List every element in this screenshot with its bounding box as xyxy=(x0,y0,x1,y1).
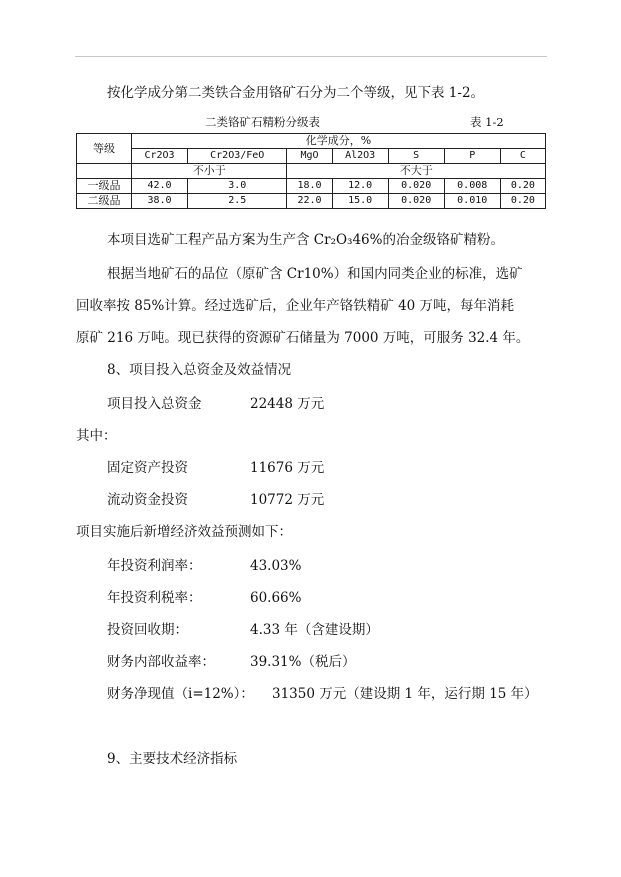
fixed-label: 固定资产投资 xyxy=(107,460,188,476)
col-ratio: Cr2O3/FeO xyxy=(188,149,287,164)
col-al2o3: Al2O3 xyxy=(332,149,388,164)
cell: 18.0 xyxy=(287,179,332,194)
cell: 0.010 xyxy=(444,194,500,209)
intro-text: 按化学成分第二类铁合金用铬矿石分为二个等级，见下表 1-2。 xyxy=(107,85,485,101)
not-less-label: 不小于 xyxy=(132,164,287,179)
working-label: 流动资金投资 xyxy=(107,492,188,508)
tax-value: 60.66% xyxy=(250,590,302,606)
row-label: 二级品 xyxy=(77,194,132,209)
header-rule xyxy=(75,56,547,57)
cell: 42.0 xyxy=(132,179,188,194)
header-chem: 化学成分，% xyxy=(132,134,546,149)
col-mgo: MgO xyxy=(287,149,332,164)
irr-value: 39.31%（税后） xyxy=(250,654,356,670)
col-p: P xyxy=(444,149,500,164)
header-grade: 等级 xyxy=(77,134,132,164)
cell: 0.20 xyxy=(500,179,545,194)
cell: 12.0 xyxy=(332,179,388,194)
profit-value: 43.03% xyxy=(250,558,302,574)
cell: 0.008 xyxy=(444,179,500,194)
paragraph-line: 原矿 216 万吨。现已获得的资源矿石储量为 7000 万吨，可服务 32.4 年。 xyxy=(76,330,530,346)
blank-cell xyxy=(77,164,132,179)
col-c: C xyxy=(500,149,545,164)
cell: 0.020 xyxy=(388,194,444,209)
table-title: 二类铬矿石精粉分级表 xyxy=(205,115,320,129)
table-number: 表 1-2 xyxy=(470,115,504,129)
table-row xyxy=(77,194,546,209)
section-9-heading: 9、主要技术经济指标 xyxy=(107,751,238,767)
table-row xyxy=(77,179,546,194)
product-paragraph: 本项目选矿工程产品方案为生产含 Cr₂O₃46%的冶金级铬矿精粉。 xyxy=(107,232,504,248)
not-more-label: 不大于 xyxy=(287,164,546,179)
among-label: 其中： xyxy=(76,428,117,444)
col-s: S xyxy=(388,149,444,164)
cell: 15.0 xyxy=(332,194,388,209)
col-cr2o3: Cr2O3 xyxy=(132,149,188,164)
forecast-heading: 项目实施后新增经济效益预测如下： xyxy=(76,524,292,540)
grade-table xyxy=(76,133,546,209)
irr-label: 财务内部收益率： xyxy=(107,654,215,670)
working-value: 10772 万元 xyxy=(250,492,325,508)
paragraph-line: 根据当地矿石的品位（原矿含 Cr10%）和国内同类企业的标准，选矿 xyxy=(107,266,523,282)
profit-label: 年投资利润率： xyxy=(107,558,202,574)
cell: 0.020 xyxy=(388,179,444,194)
npv-label: 财务净现值（i=12%）： xyxy=(107,686,254,702)
tax-label: 年投资利税率： xyxy=(107,590,202,606)
cell: 0.20 xyxy=(500,194,545,209)
fixed-value: 11676 万元 xyxy=(250,460,325,476)
payback-value: 4.33 年（含建设期） xyxy=(250,622,379,638)
cell: 38.0 xyxy=(132,194,188,209)
cell: 3.0 xyxy=(188,179,287,194)
payback-label: 投资回收期： xyxy=(107,622,188,638)
section-8-heading: 8、项目投入总资金及效益情况 xyxy=(107,362,292,378)
npv-value: 31350 万元（建设期 1 年，运行期 15 年） xyxy=(272,686,538,702)
invest-value: 22448 万元 xyxy=(250,396,325,412)
cell: 2.5 xyxy=(188,194,287,209)
cell: 22.0 xyxy=(287,194,332,209)
paragraph-line: 回收率按 85%计算。经过选矿后，企业年产铬铁精矿 40 万吨，每年消耗 xyxy=(76,298,515,314)
invest-label: 项目投入总资金 xyxy=(107,396,202,412)
row-label: 一级品 xyxy=(77,179,132,194)
